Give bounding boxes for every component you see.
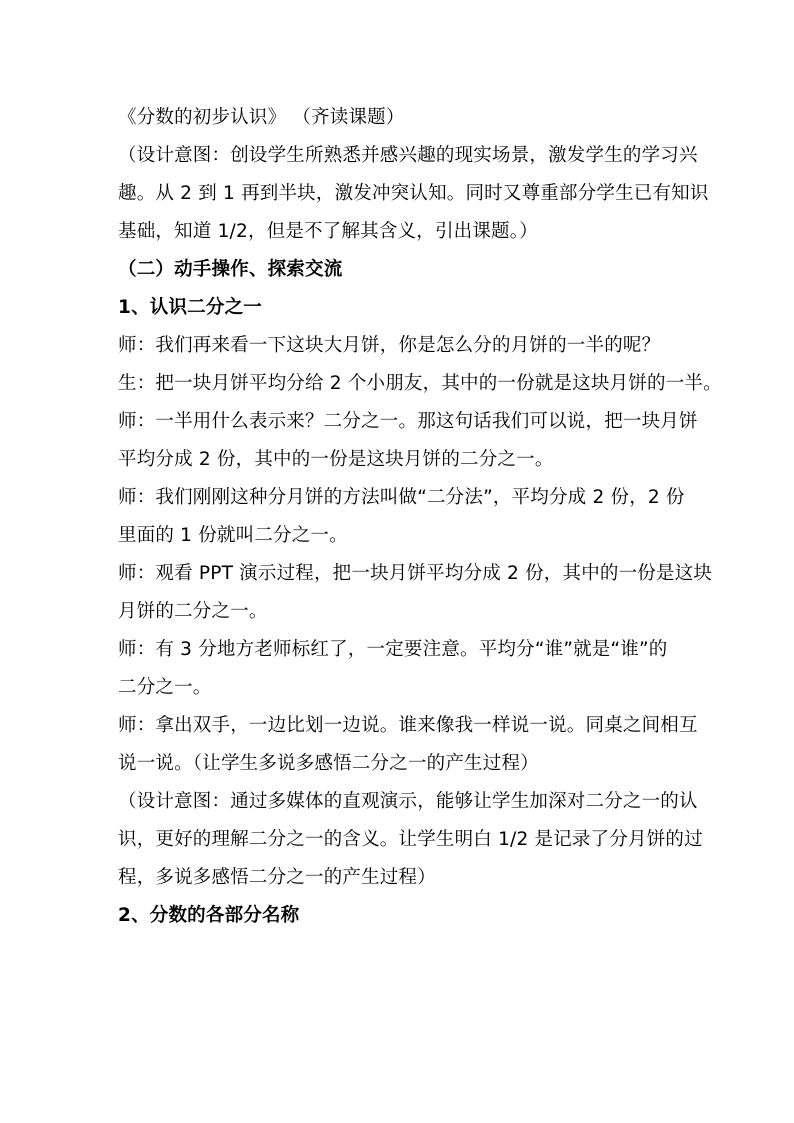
design-intent-paragraph-2: 程，多说多感悟二分之一的产生过程） bbox=[118, 867, 436, 888]
dialogue-line: 二分之一。 bbox=[118, 677, 212, 698]
dialogue-line: 师：一半用什么表示来？二分之一。那这句话我们可以说，把一块月饼 bbox=[118, 411, 698, 432]
dialogue-line: 师：我们刚刚这种分月饼的方法叫做“二分法”，平均分成 2 份，2 份 bbox=[118, 487, 685, 508]
design-intent-paragraph-2: （设计意图：通过多媒体的直观演示，能够让学生加深对二分之一的认 bbox=[118, 791, 698, 812]
design-intent-paragraph-1: （设计意图：创设学生所熟悉并感兴趣的现实场景，激发学生的学习兴 bbox=[118, 145, 698, 166]
dialogue-line: 生：把一块月饼平均分给 2 个小朋友，其中的一份就是这块月饼的一半。 bbox=[118, 373, 722, 394]
design-intent-paragraph-1: 趣。从 2 到 1 再到半块，激发冲突认知。同时又尊重部分学生已有知识 bbox=[118, 183, 709, 204]
dialogue-line: 说一说。（让学生多说多感悟二分之一的产生过程） bbox=[118, 753, 539, 774]
subsection-heading-1: 1、认识二分之一 bbox=[118, 297, 262, 318]
dialogue-line: 师：观看 PPT 演示过程，把一块月饼平均分成 2 份，其中的一份是这块 bbox=[118, 563, 713, 584]
dialogue-line: 里面的 1 份就叫二分之一。 bbox=[118, 525, 348, 546]
subsection-heading-2: 2、分数的各部分名称 bbox=[118, 905, 300, 926]
design-intent-paragraph-1: 基础，知道 1/2，但是不了解其含义，引出课题。） bbox=[118, 221, 538, 242]
dialogue-line: 月饼的二分之一。 bbox=[118, 601, 268, 622]
lesson-title-line: 《分数的初步认识》 （齐读课题） bbox=[118, 107, 405, 128]
dialogue-line: 平均分成 2 份，其中的一份是这块月饼的二分之一。 bbox=[118, 449, 554, 470]
design-intent-paragraph-2: 识，更好的理解二分之一的含义。让学生明白 1/2 是记录了分月饼的过 bbox=[118, 829, 703, 850]
dialogue-line: 师：我们再来看一下这块大月饼，你是怎么分的月饼的一半的呢？ bbox=[118, 335, 661, 356]
document-body bbox=[118, 102, 722, 938]
dialogue-line: 师：拿出双手，一边比划一边说。谁来像我一样说一说。同桌之间相互 bbox=[118, 715, 698, 736]
section-heading: （二）动手操作、探索交流 bbox=[118, 259, 343, 280]
dialogue-line: 师：有 3 分地方老师标红了，一定要注意。平均分“谁”就是“谁”的 bbox=[118, 639, 668, 660]
